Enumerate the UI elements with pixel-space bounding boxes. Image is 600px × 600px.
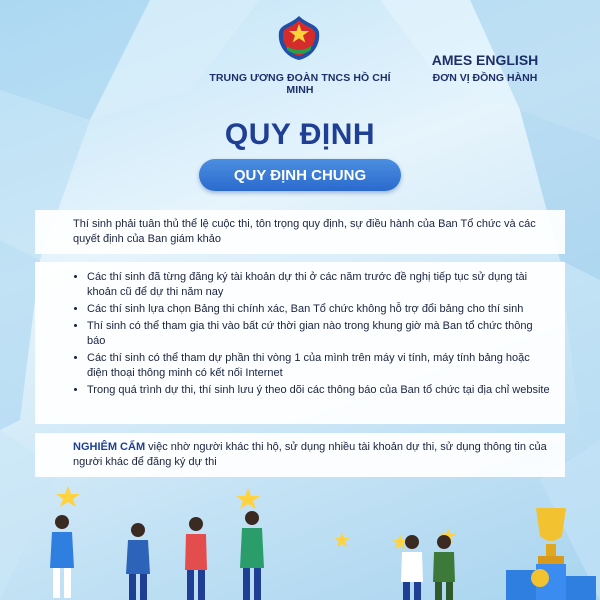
sponsor-name: AMES ENGLISH xyxy=(431,52,539,68)
list-item: • Các thí sinh đã từng đăng ký tài khoản dự thi ở các năm trước đề nghị tiếp tục sử dụng tài khoản cũ để dự thi năm nay xyxy=(87,270,551,300)
celebration-illustration xyxy=(0,478,600,600)
list-item: • Trong quá trình dự thi, thí sinh lưu ý theo dõi các thông báo của Ban tổ chức tại địa chỉ website xyxy=(87,383,551,398)
page-title: QUY ĐỊNH xyxy=(224,118,376,151)
prohibition-panel xyxy=(35,433,565,477)
prohibition-text: việc nhờ người khác thi hộ, sử dụng nhiều tài khoản dự thi, sử dụng thông tin của người khác để đăng ký dự thi xyxy=(73,441,547,468)
list-item: • Thí sinh có thể tham gia thi vào bất cứ thời gian nào trong khung giờ mà Ban tổ chức thông báo xyxy=(87,319,551,349)
star-icon xyxy=(236,488,260,509)
star-icon xyxy=(334,532,350,547)
rules-list xyxy=(73,270,551,398)
list-item: • Các thí sinh có thể tham dự phần thi vòng 1 của mình trên máy vi tính, máy tính bảng hoặc điện thoại thông minh có kết nối Internet xyxy=(87,351,551,381)
header xyxy=(0,0,600,100)
intro-panel xyxy=(35,210,565,254)
list-item: • Các thí sinh lựa chọn Bảng thi chính xác, Ban Tổ chức không hỗ trợ đổi bảng cho thí sinh xyxy=(87,302,551,317)
organizer-name: TRUNG ƯƠNG ĐOÀN TNCS HỒ CHÍ MINH xyxy=(209,72,391,96)
rules-panel xyxy=(35,262,565,424)
section-heading-pill: QUY ĐỊNH CHUNG xyxy=(199,159,401,191)
medal-icon xyxy=(531,569,549,587)
prohibition-label: NGHIÊM CẤM xyxy=(73,441,146,453)
youth-union-emblem-icon xyxy=(277,14,321,62)
sponsor-role: ĐƠN VỊ ĐỒNG HÀNH xyxy=(432,72,538,84)
trophy-icon xyxy=(536,508,566,564)
intro-text: Thí sinh phải tuân thủ thể lệ cuộc thi, tôn trọng quy định, sự điều hành của Ban Tổ chức và các quyết định của Ban giám khảo xyxy=(73,218,536,245)
star-icon xyxy=(56,486,80,507)
